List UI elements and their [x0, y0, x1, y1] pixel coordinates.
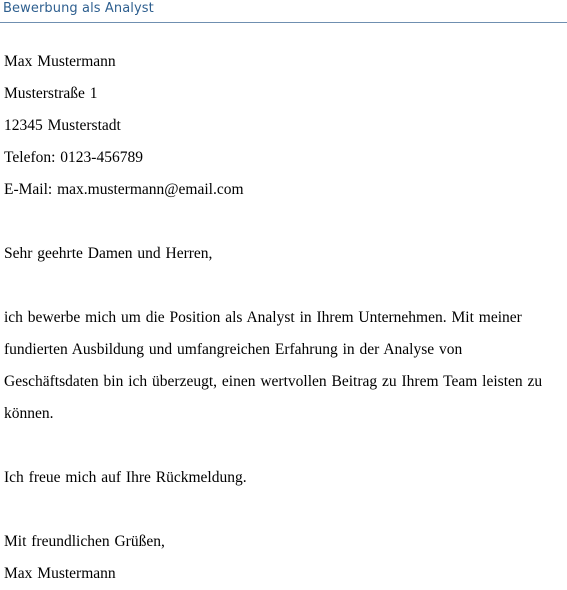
sender-email: E-Mail: max.mustermann@email.com	[4, 181, 244, 198]
body-line-4: können.	[4, 405, 54, 422]
spacer	[4, 494, 564, 526]
sender-street: Musterstraße 1	[4, 85, 98, 102]
body-line-2: fundierten Ausbildung und umfangreichen Erfahrung in der Analyse von	[4, 341, 463, 358]
sender-name: Max Mustermann	[4, 53, 116, 70]
letter-body	[4, 46, 564, 590]
body-line-1: ich bewerbe mich um die Position als Analyst in Ihrem Unternehmen. Mit meiner	[4, 309, 522, 326]
spacer	[4, 270, 564, 302]
spacer	[4, 206, 564, 238]
salutation: Sehr geehrte Damen und Herren,	[4, 245, 213, 262]
sign-off: Mit freundlichen Grüßen,	[4, 533, 165, 550]
spacer	[4, 430, 564, 462]
document-title: Bewerbung als Analyst	[3, 1, 154, 16]
sender-phone: Telefon: 0123-456789	[4, 149, 143, 166]
sender-city: 12345 Musterstadt	[4, 117, 121, 134]
body-line-3: Geschäftsdaten bin ich überzeugt, einen wertvollen Beitrag zu Ihrem Team leisten zu	[4, 373, 543, 390]
document-header	[0, 0, 567, 23]
signature-name: Max Mustermann	[4, 565, 116, 582]
closing-sentence: Ich freue mich auf Ihre Rückmeldung.	[4, 469, 247, 486]
